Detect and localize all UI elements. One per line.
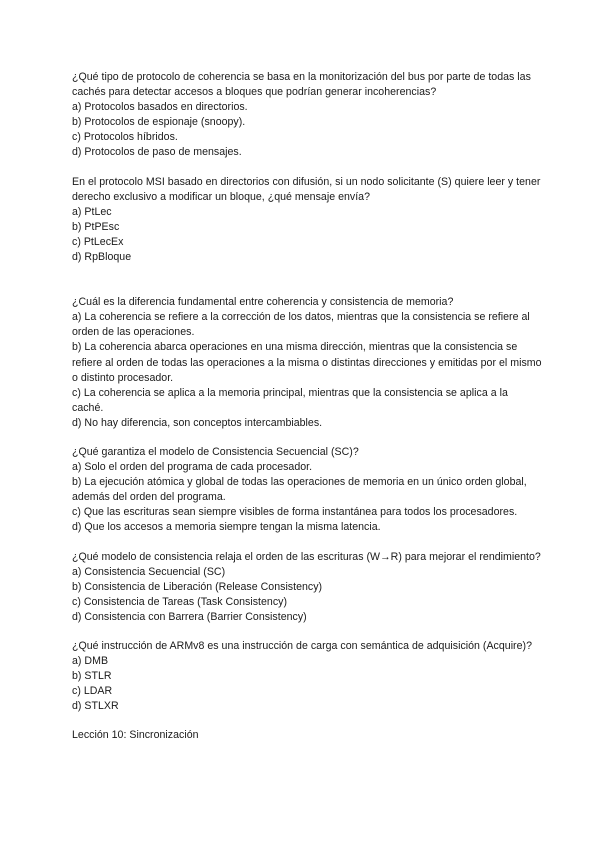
answer-option: a) Solo el orden del programa de cada procesador. [72,461,313,474]
answer-option: b) La coherencia abarca operaciones en una misma dirección, mientras que la consistencia se refiere al orden de todas las operaciones a la misma o distintas direcciones y emitidas por el mismo o distinto procesador. [72,341,542,384]
answer-option: b) Consistencia de Liberación (Release Consistency) [72,580,323,593]
answer-option: a) Consistencia Secuencial (SC) [72,565,226,578]
document-page [72,70,542,744]
section-heading-block [72,728,542,743]
answer-option: c) PtLecEx [72,235,124,248]
answer-option: c) Consistencia de Tareas (Task Consistency) [72,595,287,608]
answer-option: d) RpBloque [72,251,132,264]
answer-option: d) Protocolos de paso de mensajes. [72,146,242,159]
answer-option: d) No hay diferencia, son conceptos intercambiables. [72,416,323,429]
question-text: ¿Qué instrucción de ARMv8 es una instrucción de carga con semántica de adquisición (Acquire)? [72,640,532,652]
answer-option: b) La ejecución atómica y global de todas las operaciones de memoria en un único orden global, además del orden del programa. [72,476,527,504]
question-text: ¿Qué tipo de protocolo de coherencia se basa en la monitorización del bus por parte de todas las cachés para detectar accesos a bloques que podrían generar incoherencias? [72,71,531,99]
answer-option: c) Protocolos híbridos. [72,131,178,144]
answer-option: c) La coherencia se aplica a la memoria principal, mientras que la consistencia se aplica a la caché. [72,386,508,414]
question-block [72,70,542,161]
question-block [72,639,542,714]
answer-option: c) LDAR [72,685,113,698]
answer-option: c) Que las escrituras sean siempre visibles de forma instantánea para todos los procesadores. [72,506,518,519]
answer-option: b) Protocolos de espionaje (snoopy). [72,116,246,129]
question-text: ¿Qué modelo de consistencia relaja el orden de las escrituras (W→R) para mejorar el rendimiento? [72,550,541,563]
answer-option: b) STLR [72,670,112,683]
answer-option: d) Consistencia con Barrera (Barrier Consistency) [72,610,307,623]
question-block [72,295,542,431]
answer-option: a) PtLec [72,205,112,218]
answer-option: d) STLXR [72,700,119,713]
answer-option: a) Protocolos basados en directorios. [72,101,248,114]
question-block [72,175,542,266]
answer-option: b) PtPEsc [72,220,120,233]
question-text: En el protocolo MSI basado en directorios con difusión, si un nodo solicitante (S) quiere leer y tener derecho exclusivo a modificar un bloque, ¿qué mensaje envía? [72,175,541,203]
answer-option: d) Que los accesos a memoria siempre tengan la misma latencia. [72,521,381,534]
section-heading: Lección 10: Sincronización [72,729,199,742]
answer-option: a) La coherencia se refiere a la corrección de los datos, mientras que la consistencia se refiere al orden de las operaciones. [72,311,530,339]
question-text: ¿Cuál es la diferencia fundamental entre coherencia y consistencia de memoria? [72,296,454,309]
question-block [72,445,542,536]
answer-option: a) DMB [72,655,109,668]
question-text: ¿Qué garantiza el modelo de Consistencia Secuencial (SC)? [72,445,359,458]
question-block [72,550,542,625]
